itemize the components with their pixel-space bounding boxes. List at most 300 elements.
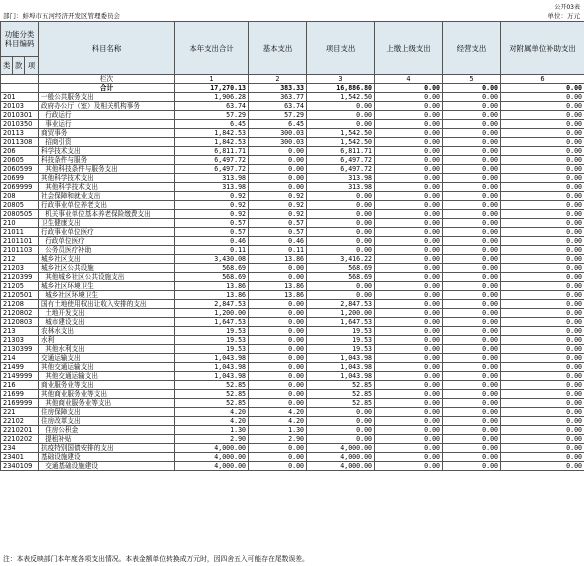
row-name: 住房公积金 — [39, 426, 175, 435]
row-name: 城乡社区环境卫生 — [39, 282, 175, 291]
row-basic: 0.00 — [249, 165, 307, 174]
row-project: 0.00 — [307, 219, 375, 228]
row-basic: 0.00 — [249, 363, 307, 372]
row-subsidy: 0.00 — [501, 363, 584, 372]
table-row — [1, 453, 584, 462]
row-total: 13.86 — [175, 282, 249, 291]
row-code: 201 — [1, 93, 39, 102]
row-name: 抗疫特别国债安排的支出 — [39, 444, 175, 453]
row-total: 4,000.00 — [175, 444, 249, 453]
row-business: 0.00 — [443, 255, 501, 264]
table-row — [1, 435, 584, 444]
row-basic: 13.86 — [249, 291, 307, 300]
total-upper: 0.00 — [375, 84, 443, 93]
row-total: 1,842.53 — [175, 138, 249, 147]
row-upper: 0.00 — [375, 381, 443, 390]
row-business: 0.00 — [443, 264, 501, 273]
row-name: 其他科学技术支出 — [39, 174, 175, 183]
row-basic: 0.00 — [249, 462, 307, 471]
row-basic: 0.00 — [249, 372, 307, 381]
row-total: 0.46 — [175, 237, 249, 246]
row-upper: 0.00 — [375, 309, 443, 318]
row-basic: 13.86 — [249, 282, 307, 291]
row-business: 0.00 — [443, 300, 501, 309]
row-subsidy: 0.00 — [501, 381, 584, 390]
row-upper: 0.00 — [375, 318, 443, 327]
row-code: 208 — [1, 192, 39, 201]
row-project: 52.85 — [307, 390, 375, 399]
row-subsidy: 0.00 — [501, 336, 584, 345]
row-name: 城市建设支出 — [39, 318, 175, 327]
row-name: 城乡社区环境卫生 — [39, 291, 175, 300]
row-total: 4.20 — [175, 408, 249, 417]
row-project: 1,542.50 — [307, 129, 375, 138]
unit-label: 单位：万元 — [547, 12, 580, 20]
row-code: 216 — [1, 381, 39, 390]
row-code: 2169999 — [1, 399, 39, 408]
header-project: 项目支出 — [307, 22, 375, 75]
table-row — [1, 237, 584, 246]
row-project: 4,000.00 — [307, 444, 375, 453]
row-code: 2010350 — [1, 120, 39, 129]
row-upper: 0.00 — [375, 354, 443, 363]
row-code: 234 — [1, 444, 39, 453]
table-row — [1, 318, 584, 327]
row-total: 19.53 — [175, 336, 249, 345]
row-subsidy: 0.00 — [501, 390, 584, 399]
index-row — [1, 75, 584, 84]
row-subsidy: 0.00 — [501, 120, 584, 129]
total-label: 合计 — [39, 84, 175, 93]
row-subsidy: 0.00 — [501, 246, 584, 255]
row-subsidy: 0.00 — [501, 444, 584, 453]
row-name: 住房改革支出 — [39, 417, 175, 426]
row-project: 313.98 — [307, 183, 375, 192]
table-row — [1, 156, 584, 165]
row-code: 2010301 — [1, 111, 39, 120]
row-project: 19.53 — [307, 327, 375, 336]
row-total: 568.69 — [175, 273, 249, 282]
row-business: 0.00 — [443, 147, 501, 156]
row-basic: 0.00 — [249, 183, 307, 192]
row-total: 1,647.53 — [175, 318, 249, 327]
row-name: 事业运行 — [39, 120, 175, 129]
row-upper: 0.00 — [375, 426, 443, 435]
row-basic: 0.00 — [249, 174, 307, 183]
row-basic: 13.86 — [249, 255, 307, 264]
row-basic: 0.92 — [249, 201, 307, 210]
row-code: 221 — [1, 408, 39, 417]
row-basic: 300.03 — [249, 129, 307, 138]
row-name: 其他商业服务业等支出 — [39, 390, 175, 399]
row-project: 1,647.53 — [307, 318, 375, 327]
row-subsidy: 0.00 — [501, 408, 584, 417]
row-subsidy: 0.00 — [501, 174, 584, 183]
row-business: 0.00 — [443, 192, 501, 201]
row-name: 其他科技条件与服务支出 — [39, 165, 175, 174]
row-code: 2120501 — [1, 291, 39, 300]
header-kuan: 款 — [13, 57, 25, 75]
row-subsidy: 0.00 — [501, 165, 584, 174]
row-code: 206 — [1, 147, 39, 156]
header-lei: 类 — [1, 57, 13, 75]
row-business: 0.00 — [443, 309, 501, 318]
row-business: 0.00 — [443, 426, 501, 435]
row-project: 0.00 — [307, 102, 375, 111]
table-row — [1, 381, 584, 390]
row-total: 0.92 — [175, 210, 249, 219]
row-upper: 0.00 — [375, 192, 443, 201]
row-subsidy: 0.00 — [501, 399, 584, 408]
row-project: 0.00 — [307, 120, 375, 129]
row-total: 6,811.71 — [175, 147, 249, 156]
header-business: 经营支出 — [443, 22, 501, 75]
row-code: 2340109 — [1, 462, 39, 471]
row-business: 0.00 — [443, 327, 501, 336]
row-upper: 0.00 — [375, 435, 443, 444]
index-6: 6 — [501, 75, 584, 84]
row-code: 20605 — [1, 156, 39, 165]
row-basic: 0.00 — [249, 399, 307, 408]
row-subsidy: 0.00 — [501, 309, 584, 318]
row-subsidy: 0.00 — [501, 156, 584, 165]
row-name: 行政单位医疗 — [39, 237, 175, 246]
index-label: 栏次 — [39, 75, 175, 84]
row-basic: 4.20 — [249, 408, 307, 417]
row-basic: 0.00 — [249, 345, 307, 354]
row-upper: 0.00 — [375, 102, 443, 111]
row-subsidy: 0.00 — [501, 237, 584, 246]
row-upper: 0.00 — [375, 408, 443, 417]
row-name: 基础设施建设 — [39, 453, 175, 462]
row-upper: 0.00 — [375, 228, 443, 237]
index-5: 5 — [443, 75, 501, 84]
row-total: 1,043.98 — [175, 363, 249, 372]
row-business: 0.00 — [443, 417, 501, 426]
row-name: 其他水利支出 — [39, 345, 175, 354]
row-basic: 0.00 — [249, 264, 307, 273]
row-subsidy: 0.00 — [501, 228, 584, 237]
table-row — [1, 399, 584, 408]
table-row — [1, 291, 584, 300]
row-total: 313.98 — [175, 174, 249, 183]
row-total: 1,200.00 — [175, 309, 249, 318]
row-code: 212 — [1, 255, 39, 264]
row-code: 2120399 — [1, 273, 39, 282]
row-project: 1,542.50 — [307, 138, 375, 147]
row-project: 0.00 — [307, 408, 375, 417]
row-name: 行政事业单位养老支出 — [39, 201, 175, 210]
row-upper: 0.00 — [375, 183, 443, 192]
row-basic: 2.90 — [249, 435, 307, 444]
row-subsidy: 0.00 — [501, 192, 584, 201]
row-code: 213 — [1, 327, 39, 336]
row-upper: 0.00 — [375, 444, 443, 453]
row-business: 0.00 — [443, 93, 501, 102]
row-project: 0.00 — [307, 228, 375, 237]
row-business: 0.00 — [443, 219, 501, 228]
table-row — [1, 228, 584, 237]
row-name: 其他商业服务业等支出 — [39, 399, 175, 408]
row-project: 568.69 — [307, 264, 375, 273]
row-basic: 0.00 — [249, 381, 307, 390]
row-upper: 0.00 — [375, 138, 443, 147]
row-business: 0.00 — [443, 354, 501, 363]
row-subsidy: 0.00 — [501, 183, 584, 192]
row-code: 2069999 — [1, 183, 39, 192]
row-basic: 0.00 — [249, 390, 307, 399]
table-row — [1, 390, 584, 399]
row-upper: 0.00 — [375, 462, 443, 471]
row-basic: 0.00 — [249, 336, 307, 345]
table-row — [1, 426, 584, 435]
row-total: 0.92 — [175, 201, 249, 210]
row-project: 0.00 — [307, 210, 375, 219]
row-subsidy: 0.00 — [501, 345, 584, 354]
row-upper: 0.00 — [375, 282, 443, 291]
row-project: 6,811.71 — [307, 147, 375, 156]
row-subsidy: 0.00 — [501, 417, 584, 426]
row-subsidy: 0.00 — [501, 129, 584, 138]
index-4: 4 — [375, 75, 443, 84]
row-basic: 57.29 — [249, 111, 307, 120]
table-row — [1, 282, 584, 291]
row-basic: 0.00 — [249, 309, 307, 318]
row-project: 0.00 — [307, 237, 375, 246]
row-upper: 0.00 — [375, 291, 443, 300]
row-name: 其他科学技术支出 — [39, 183, 175, 192]
row-project: 1,043.98 — [307, 372, 375, 381]
row-subsidy: 0.00 — [501, 354, 584, 363]
row-basic: 0.00 — [249, 444, 307, 453]
row-basic: 63.74 — [249, 102, 307, 111]
row-code: 210 — [1, 219, 39, 228]
row-total: 4,000.00 — [175, 462, 249, 471]
row-total: 19.53 — [175, 345, 249, 354]
table-row — [1, 147, 584, 156]
row-upper: 0.00 — [375, 111, 443, 120]
row-name: 城乡社区公共设施 — [39, 264, 175, 273]
row-total: 2.90 — [175, 435, 249, 444]
header-code: 功能分类科目编码 — [1, 22, 39, 57]
row-upper: 0.00 — [375, 156, 443, 165]
row-project: 19.53 — [307, 345, 375, 354]
row-subsidy: 0.00 — [501, 201, 584, 210]
row-upper: 0.00 — [375, 453, 443, 462]
row-basic: 0.92 — [249, 192, 307, 201]
row-name: 其他城乡社区公共设施支出 — [39, 273, 175, 282]
row-subsidy: 0.00 — [501, 327, 584, 336]
row-total: 2,847.53 — [175, 300, 249, 309]
row-project: 4,000.00 — [307, 462, 375, 471]
row-name: 一般公共服务支出 — [39, 93, 175, 102]
row-basic: 0.00 — [249, 453, 307, 462]
row-total: 1,906.28 — [175, 93, 249, 102]
row-upper: 0.00 — [375, 327, 443, 336]
row-project: 568.69 — [307, 273, 375, 282]
row-code: 2149999 — [1, 372, 39, 381]
row-code: 21205 — [1, 282, 39, 291]
row-basic: 0.11 — [249, 246, 307, 255]
footnote: 注：本表反映部门本年度各项支出情况。本表金额单位转换成万元时，因四舍五入可能存在尾数误差。 — [3, 555, 309, 563]
row-business: 0.00 — [443, 102, 501, 111]
row-project: 0.00 — [307, 426, 375, 435]
table-row — [1, 336, 584, 345]
row-name: 科技条件与服务 — [39, 156, 175, 165]
table-row — [1, 138, 584, 147]
row-code: 20113 — [1, 129, 39, 138]
row-business: 0.00 — [443, 291, 501, 300]
table-row — [1, 408, 584, 417]
row-code: 21499 — [1, 363, 39, 372]
row-code: 21303 — [1, 336, 39, 345]
row-total: 3,430.08 — [175, 255, 249, 264]
row-subsidy: 0.00 — [501, 318, 584, 327]
row-subsidy: 0.00 — [501, 138, 584, 147]
row-name: 招商引资 — [39, 138, 175, 147]
row-project: 52.85 — [307, 381, 375, 390]
table-row — [1, 345, 584, 354]
table-row — [1, 93, 584, 102]
row-project: 4,000.00 — [307, 453, 375, 462]
row-code: 2120803 — [1, 318, 39, 327]
row-basic: 0.00 — [249, 156, 307, 165]
row-project: 6,497.72 — [307, 165, 375, 174]
row-code: 22102 — [1, 417, 39, 426]
row-subsidy: 0.00 — [501, 300, 584, 309]
row-upper: 0.00 — [375, 93, 443, 102]
row-project: 1,200.00 — [307, 309, 375, 318]
row-code: 214 — [1, 354, 39, 363]
row-code: 21203 — [1, 264, 39, 273]
table-row — [1, 129, 584, 138]
row-code: 2210202 — [1, 435, 39, 444]
row-upper: 0.00 — [375, 264, 443, 273]
row-business: 0.00 — [443, 345, 501, 354]
header-subsidy: 对附属单位补助支出 — [501, 22, 584, 75]
row-code: 21011 — [1, 228, 39, 237]
row-basic: 0.00 — [249, 147, 307, 156]
row-total: 57.29 — [175, 111, 249, 120]
row-basic: 0.00 — [249, 273, 307, 282]
row-subsidy: 0.00 — [501, 219, 584, 228]
row-code: 2101103 — [1, 246, 39, 255]
row-name: 水利 — [39, 336, 175, 345]
row-upper: 0.00 — [375, 219, 443, 228]
row-total: 6,497.72 — [175, 156, 249, 165]
row-total: 4,000.00 — [175, 453, 249, 462]
row-upper: 0.00 — [375, 129, 443, 138]
table-row — [1, 462, 584, 471]
row-subsidy: 0.00 — [501, 282, 584, 291]
row-name: 其他交通运输支出 — [39, 363, 175, 372]
row-business: 0.00 — [443, 183, 501, 192]
row-upper: 0.00 — [375, 174, 443, 183]
row-business: 0.00 — [443, 138, 501, 147]
row-business: 0.00 — [443, 156, 501, 165]
row-project: 0.00 — [307, 192, 375, 201]
index-2: 2 — [249, 75, 307, 84]
row-name: 行政事业单位医疗 — [39, 228, 175, 237]
row-name: 农林水支出 — [39, 327, 175, 336]
row-upper: 0.00 — [375, 147, 443, 156]
row-business: 0.00 — [443, 129, 501, 138]
row-project: 1,043.98 — [307, 363, 375, 372]
row-business: 0.00 — [443, 228, 501, 237]
row-upper: 0.00 — [375, 363, 443, 372]
row-total: 6,497.72 — [175, 165, 249, 174]
row-subsidy: 0.00 — [501, 102, 584, 111]
row-code: 2060599 — [1, 165, 39, 174]
row-upper: 0.00 — [375, 390, 443, 399]
row-name: 机关事业单位基本养老保险缴费支出 — [39, 210, 175, 219]
row-business: 0.00 — [443, 120, 501, 129]
row-business: 0.00 — [443, 201, 501, 210]
row-business: 0.00 — [443, 111, 501, 120]
row-upper: 0.00 — [375, 120, 443, 129]
row-code: 2210201 — [1, 426, 39, 435]
table-row — [1, 354, 584, 363]
row-name: 卫生健康支出 — [39, 219, 175, 228]
row-subsidy: 0.00 — [501, 372, 584, 381]
row-basic: 0.57 — [249, 219, 307, 228]
row-upper: 0.00 — [375, 210, 443, 219]
row-total: 0.57 — [175, 228, 249, 237]
table-row — [1, 111, 584, 120]
table-row — [1, 192, 584, 201]
row-business: 0.00 — [443, 282, 501, 291]
row-upper: 0.00 — [375, 300, 443, 309]
row-upper: 0.00 — [375, 273, 443, 282]
row-total: 13.86 — [175, 291, 249, 300]
header-upper: 上缴上级支出 — [375, 22, 443, 75]
row-business: 0.00 — [443, 435, 501, 444]
row-total: 0.92 — [175, 192, 249, 201]
row-total: 4.20 — [175, 417, 249, 426]
row-subsidy: 0.00 — [501, 435, 584, 444]
row-business: 0.00 — [443, 336, 501, 345]
row-total: 1,043.98 — [175, 372, 249, 381]
row-business: 0.00 — [443, 390, 501, 399]
row-code: 23401 — [1, 453, 39, 462]
row-business: 0.00 — [443, 408, 501, 417]
row-name: 商贸事务 — [39, 129, 175, 138]
row-upper: 0.00 — [375, 246, 443, 255]
row-code: 21699 — [1, 390, 39, 399]
table-row — [1, 201, 584, 210]
row-upper: 0.00 — [375, 399, 443, 408]
row-business: 0.00 — [443, 381, 501, 390]
row-project: 1,043.98 — [307, 354, 375, 363]
table-row — [1, 165, 584, 174]
row-code: 21208 — [1, 300, 39, 309]
row-name: 交通基础设施建设 — [39, 462, 175, 471]
row-code: 2011308 — [1, 138, 39, 147]
row-basic: 0.92 — [249, 210, 307, 219]
row-name: 国有土地使用权出让收入安排的支出 — [39, 300, 175, 309]
department-label: 部门：蚌埠市五河经济开发区管理委员会 — [3, 12, 120, 20]
row-project: 52.85 — [307, 399, 375, 408]
row-total: 313.98 — [175, 183, 249, 192]
row-name: 社会保障和就业支出 — [39, 192, 175, 201]
row-project: 1,542.50 — [307, 93, 375, 102]
row-upper: 0.00 — [375, 255, 443, 264]
row-total: 568.69 — [175, 264, 249, 273]
row-business: 0.00 — [443, 174, 501, 183]
table-row — [1, 174, 584, 183]
table-row — [1, 327, 584, 336]
row-code: 2120802 — [1, 309, 39, 318]
